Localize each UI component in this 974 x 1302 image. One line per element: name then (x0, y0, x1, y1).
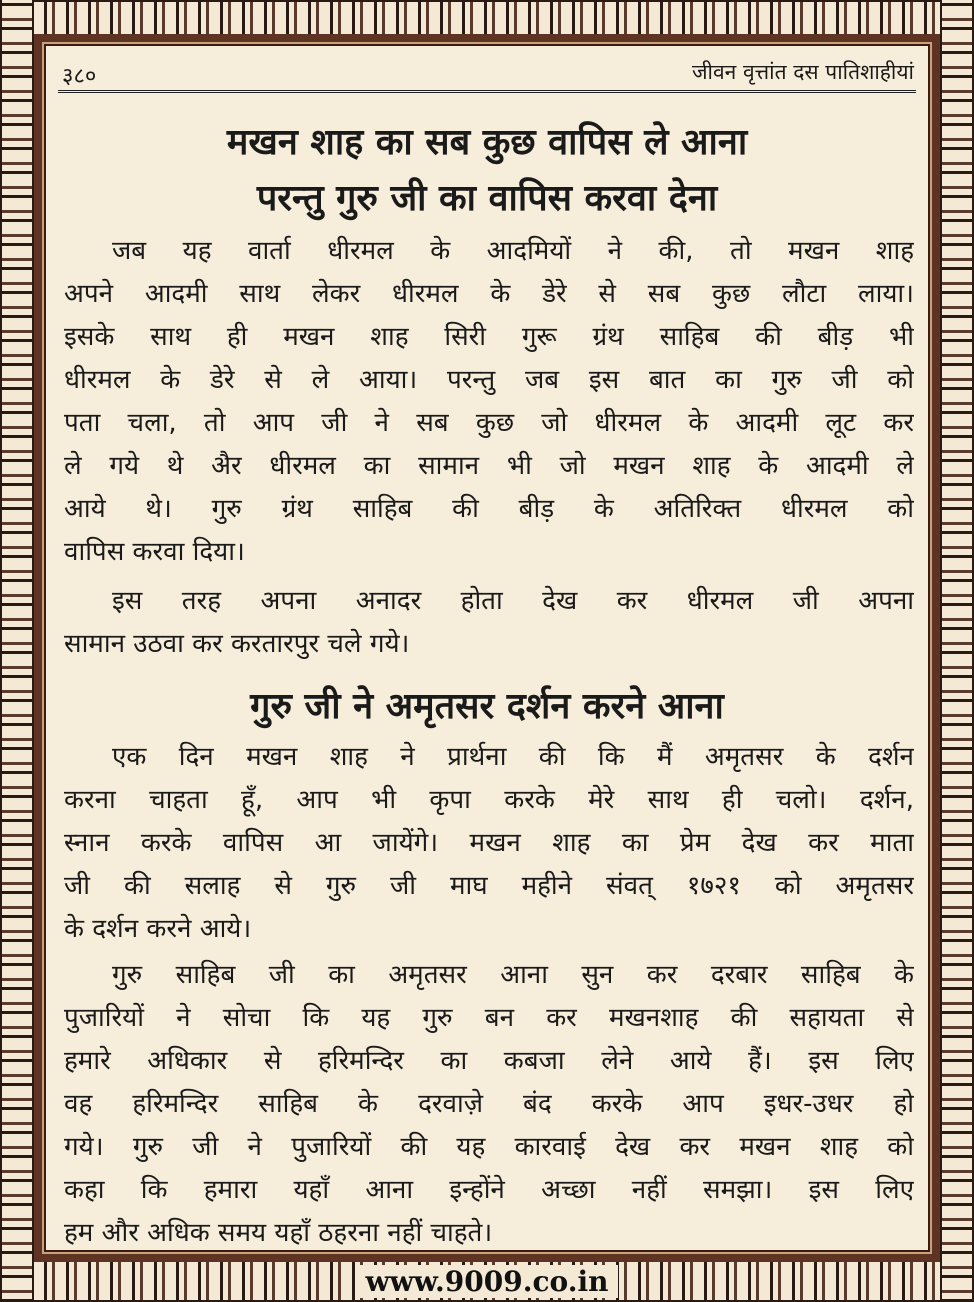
page-number: ३८० (62, 64, 97, 89)
text-line: आये थे। गुरु ग्रंथ साहिब की बीड़ के अतिरिक्त धीरमल को (64, 494, 914, 524)
section1-paragraph1 (64, 230, 914, 574)
text-line: वापिस करवा दिया। (64, 537, 245, 567)
text-line: कहा कि हमारा यहाँ आना इन्होंने अच्छा नहीं समझा। इस लिए (64, 1175, 914, 1205)
website-link[interactable]: www.9009.co.in (356, 1265, 619, 1298)
book-title: जीवन वृत्तांत दस पातिशाहीयां (691, 60, 914, 84)
frame-border-right (940, 0, 974, 1302)
text-line: जी की सलाह से गुरु जी माघ महीने संवत् १७२१ को अमृतसर (64, 871, 914, 901)
section2-paragraph2 (64, 954, 914, 1255)
text-line: गुरु साहिब जी का अमृतसर आना सुन कर दरबार साहिब के (112, 960, 914, 990)
text-line: पुजारियों ने सोचा कि यह गुरु बन कर मखनशाह की सहायता से (64, 1003, 914, 1033)
frame-border-left (0, 0, 34, 1302)
text-line: के दर्शन करने आये। (64, 914, 252, 944)
section1-paragraph2 (64, 580, 914, 666)
footer (0, 1265, 974, 1298)
text-line: पता चला, तो आप जी ने सब कुछ जो धीरमल के आदमी लूट कर (64, 408, 914, 438)
text-line: गये। गुरु जी ने पुजारियों की यह कारवाई देख कर मखन शाह को (64, 1132, 914, 1162)
section2-title: गुरु जी ने अमृतसर दर्शन करने आना (250, 686, 724, 727)
text-line: हमारे अधिकार से हरिमन्दिर का कबजा लेने आये हैं। इस लिए (64, 1046, 914, 1076)
text-line: इस तरह अपना अनादर होता देख कर धीरमल जी अपना (112, 586, 914, 616)
text-line: हम और अधिक समय यहाँ ठहरना नहीं चाहते। (64, 1218, 493, 1248)
text-line: स्नान करके वापिस आ जायेंगे। मखन शाह का प्रेम देख कर माता (64, 828, 914, 858)
running-header (58, 56, 916, 93)
text-line: जब यह वार्ता धीरमल के आदमियों ने की, तो मखन शाह (112, 236, 914, 266)
section2-paragraph1 (64, 736, 914, 951)
frame-border-top (0, 0, 974, 38)
text-line: ले गये थे अैर धीरमल का सामान भी जो मखन शाह के आदमी ले (64, 451, 914, 481)
book-page (50, 50, 924, 1246)
text-line: वह हरिमन्दिर साहिब के दरवाज़े बंद करके आप इधर-उधर हो (64, 1089, 914, 1119)
section1-title-line1: मखन शाह का सब कुछ वापिस ले आना (226, 122, 748, 163)
text-line: करना चाहता हूँ, आप भी कृपा करके मेरे साथ ही चलो। दर्शन, (64, 785, 914, 815)
text-line: धीरमल के डेरे से ले आया। परन्तु जब इस बात का गुरु जी को (64, 365, 914, 395)
text-line: इसके साथ ही मखन शाह सिरी गुरू ग्रंथ साहिब की बीड़ भी (64, 322, 914, 352)
text-line: सामान उठवा कर करतारपुर चले गये। (64, 629, 410, 659)
text-line: एक दिन मखन शाह ने प्रार्थना की कि मैं अमृतसर के दर्शन (112, 742, 914, 772)
section1-title-line2: परन्तु गुरु जी का वापिस करवा देना (256, 178, 718, 219)
text-line: अपने आदमी साथ लेकर धीरमल के डेरे से सब कुछ लौटा लाया। (64, 279, 914, 309)
